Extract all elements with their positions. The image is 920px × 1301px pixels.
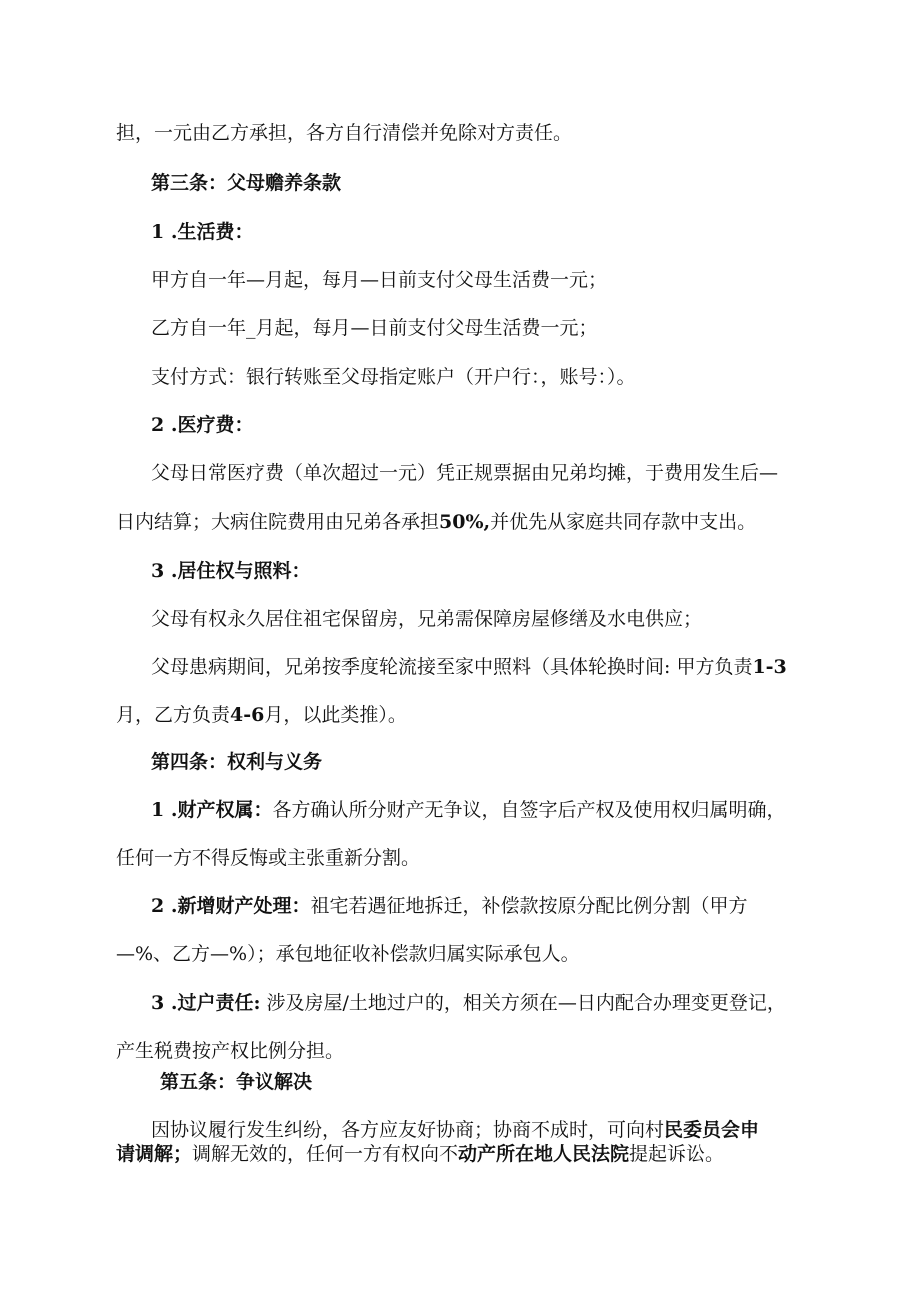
text-run-bold: 动产所在地人民法院 [458,1143,630,1165]
paragraph-line [151,1118,759,1142]
clause-label: 3 .过户责任: [151,992,261,1014]
paragraph-line [116,510,756,534]
section-3-2-heading: 2 .医疗费： [151,414,254,436]
text-run: 月，以此类推）。 [264,704,407,726]
text-run: 月，乙方负责 [116,704,231,726]
paragraph-line [116,703,407,727]
paragraph-line: 产生税费按产权比例分担。 [116,1040,345,1062]
text-run: 因协议履行发生纠纷，各方应友好协商；协商不成时，可向村 [151,1119,665,1141]
text-run: 日内结算；大病住院费用由兄弟各承担 [116,511,440,533]
text-run: 祖宅若遇征地拆迁，补偿款按原分配比例分割（甲方 [310,895,748,917]
section-3-1-heading: 1 .生活费： [151,221,254,243]
section-3-3-heading: 3 .居住权与照料： [151,560,311,582]
text-run: 调解无效的，任何一方有权向不 [192,1143,459,1165]
text-run: 父母患病期间，兄弟按季度轮流接至家中照料（具体轮换时间: 甲方负责 [151,656,753,678]
paragraph-line [151,894,747,918]
text-run: 涉及房屋/土地过户的，相关方须在—日内配合办理变更登记， [260,992,786,1014]
text-run-bold: 民委员会申 [664,1119,760,1141]
paragraph-line: 父母有权永久居住祖宅保留房，兄弟需保障房屋修缮及水电供应； [151,608,703,630]
paragraph-line [151,991,786,1015]
paragraph-line: 父母日常医疗费（单次超过一元）凭正规票据由兄弟均摊，于费用发生后— [151,462,779,484]
clause-label: 2 .新增财产处理： [151,895,311,917]
paragraph-line [116,1142,724,1166]
month-range: 1-3 [752,656,787,678]
paragraph-line [151,655,787,679]
paragraph-line: —%、乙方—%）；承包地征收补偿款归属实际承包人。 [116,943,580,965]
paragraph-line: 支付方式：银行转账至父母指定账户（开户行：，账号：）。 [151,366,636,388]
article-3-heading: 第三条：父母赡养条款 [151,172,342,194]
text-run-bold: 请调解； [116,1143,193,1165]
text-run: 并优先从家庭共同存款中支出。 [490,511,757,533]
text-run: 提起诉讼。 [629,1143,725,1165]
text-run: 各方确认所分财产无争议，自签字后产权及使用权归属明确， [272,799,786,821]
paragraph-line: 乙方自一年_月起，每月—日前支付父母生活费一元； [151,317,598,339]
paragraph-line: 担，一元由乙方承担，各方自行清偿并免除对方责任。 [116,122,573,144]
article-4-heading: 第四条：权利与义务 [151,751,323,773]
article-5-heading: 第五条：争议解决 [160,1071,313,1093]
paragraph-line: 任何一方不得反悔或主张重新分割。 [116,847,421,869]
percent-value: 50%, [439,511,491,533]
clause-label: 1 .财产权属： [151,799,273,821]
month-range: 4-6 [230,704,265,726]
paragraph-line [151,798,785,822]
paragraph-line: 甲方自一年—月起，每月—日前支付父母生活费一元； [151,269,608,291]
